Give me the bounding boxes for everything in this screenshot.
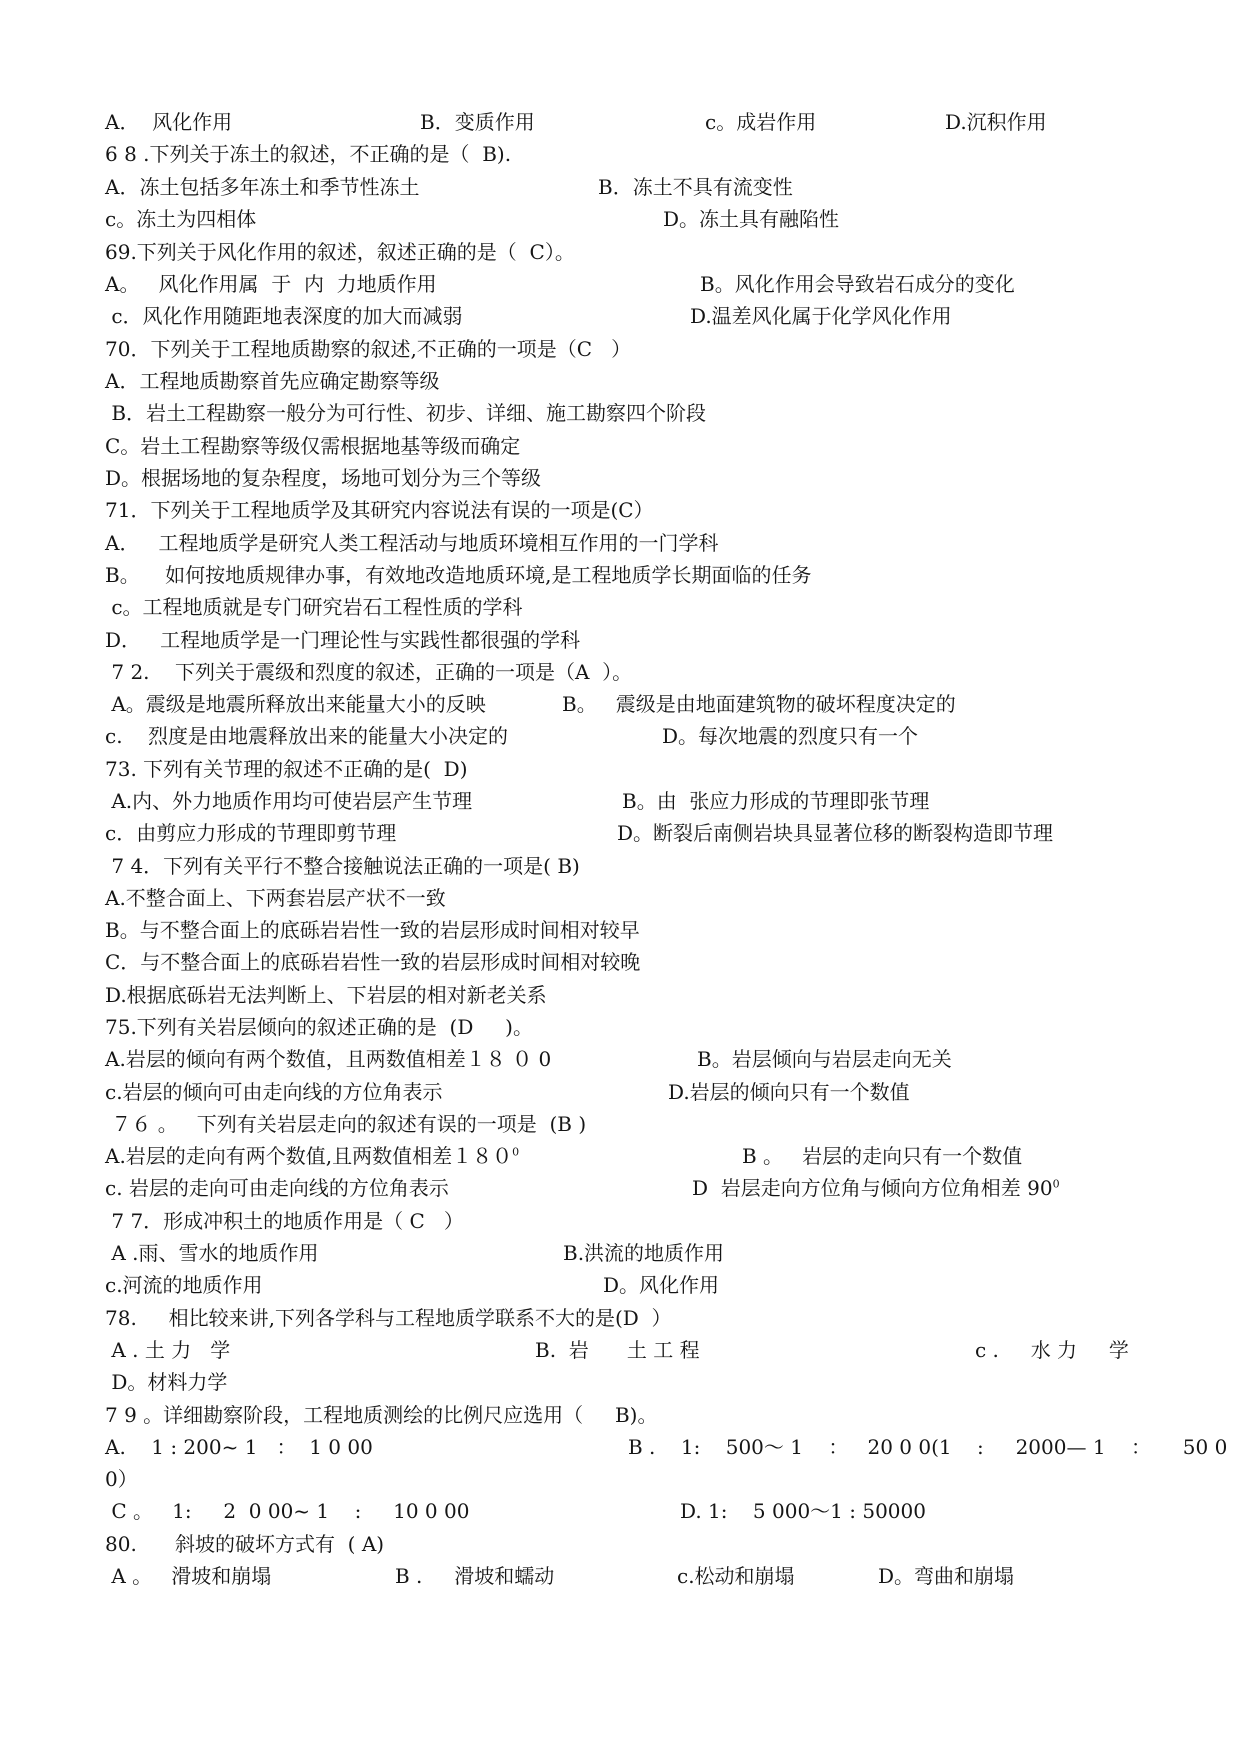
option-b: B . 1: 500～ 1 ： 20 0 0(1 : 2000— 1 ： 50 0 [628, 1435, 1228, 1459]
option-d: D。冻土具有融陷性 [663, 207, 840, 231]
option-c: c.河流的地质作用 [105, 1273, 263, 1297]
option-d: D. 1: 5 000～1 : 50000 [680, 1499, 926, 1523]
option-c: C．与不整合面上的底砾岩岩性一致的岩层形成时间相对较晚 [105, 950, 641, 974]
option-c: c.岩层的倾向可由走向线的方位角表示 [105, 1080, 443, 1104]
question-75: 75.下列有关岩层倾向的叙述正确的是 (D )。 [105, 1015, 533, 1039]
option-b: B．冻土不具有流变性 [598, 175, 793, 199]
option-d: D.岩层的倾向只有一个数值 [668, 1080, 910, 1104]
option-c: C 。 1: 2 0 00~ 1 : 10 0 00 [105, 1499, 470, 1523]
option-c: c。成岩作用 [705, 110, 817, 134]
option-c: c. 岩层的走向可由走向线的方位角表示 [105, 1176, 449, 1200]
question-80: 80. 斜坡的破坏方式有 ( A) [105, 1532, 385, 1556]
option-b: B.洪流的地质作用 [563, 1241, 725, 1265]
option-a: A．工程地质勘察首先应确定勘察等级 [105, 369, 440, 393]
option-d: D。每次地震的烈度只有一个 [662, 724, 919, 748]
option-a: A .雨、雪水的地质作用 [105, 1241, 319, 1265]
option-a: A．冻土包括多年冻土和季节性冻土 [105, 175, 420, 199]
question-73: 73. 下列有关节理的叙述不正确的是( D) [105, 757, 468, 781]
option-d: D。弯曲和崩塌 [878, 1564, 1015, 1588]
option-a: A 。 滑坡和崩塌 [105, 1564, 272, 1588]
option-d [692, 1176, 1060, 1200]
option-b: B。 如何按地质规律办事，有效地改造地质环境,是工程地质学长期面临的任务 [105, 563, 812, 587]
option-b: B。与不整合面上的底砾岩岩性一致的岩层形成时间相对较早 [105, 918, 640, 942]
question-68: 6 8 .下列关于冻土的叙述，不正确的是（ B). [105, 142, 512, 166]
degree-superscript: 0 [1052, 1177, 1060, 1191]
question-78: 78. 相比较来讲,下列各学科与工程地质学联系不大的是(D ） [105, 1306, 672, 1330]
option-c: c. 烈度是由地震释放出来的能量大小决定的 [105, 724, 508, 748]
option-a: A. 1 : 200~ 1 ： 1 0 00 [105, 1435, 373, 1459]
option-a [105, 1144, 519, 1168]
option-c: c．风化作用随距地表深度的加大而减弱 [105, 304, 463, 328]
option-b: B。岩层倾向与岩层走向无关 [697, 1047, 952, 1071]
option-b: B。风化作用会导致岩石成分的变化 [700, 272, 1015, 296]
option-d: D。风化作用 [603, 1273, 720, 1297]
option-d-text: D 岩层走向方位角与倾向方位角相差 90 [692, 1176, 1053, 1200]
option-a: A． 风化作用 [105, 110, 233, 134]
option-a: A。 风化作用属 于 内 力地质作用 [105, 272, 437, 296]
option-a: A． 工程地质学是研究人类工程活动与地质环境相互作用的一门学科 [105, 531, 719, 555]
question-70: 70．下列关于工程地质勘察的叙述,不正确的一项是（C ） [105, 337, 632, 361]
option-b: B．岩土工程勘察一般分为可行性、初步、详细、施工勘察四个阶段 [105, 401, 707, 425]
option-a: A。震级是地震所释放出来能量大小的反映 [105, 692, 486, 716]
option-d: D。断裂后南侧岩块具显著位移的断裂构造即节理 [617, 821, 1054, 845]
question-79: 7 9 。详细勘察阶段，工程地质测绘的比例尺应选用（ B)。 [105, 1403, 658, 1427]
option-d: D． 工程地质学是一门理论性与实践性都很强的学科 [105, 628, 581, 652]
option-b: B．变质作用 [420, 110, 535, 134]
option-a-text: A.岩层的走向有两个数值,且两数值相差１８０ [105, 1144, 513, 1168]
question-74: 7 4．下列有关平行不整合接触说法正确的一项是( B) [105, 854, 580, 878]
option-c: c。工程地质就是专门研究岩石工程性质的学科 [105, 595, 523, 619]
option-d: D.温差风化属于化学风化作用 [690, 304, 952, 328]
option-b: B . 滑坡和蠕动 [395, 1564, 555, 1588]
question-76: ７６ 。 下列有关岩层走向的叙述有误的一项是 (B ) [105, 1112, 587, 1136]
option-b-continued: 0） [105, 1467, 138, 1491]
option-a: A.岩层的倾向有两个数值，且两数值相差１８ ０ 0 [105, 1047, 552, 1071]
option-a: A.内、外力地质作用均可使岩层产生节理 [105, 789, 473, 813]
option-c: c。冻土为四相体 [105, 207, 257, 231]
option-b: B 。 岩层的走向只有一个数值 [742, 1144, 1023, 1168]
option-b: B。 震级是由地面建筑物的破坏程度决定的 [562, 692, 956, 716]
option-c: c . 水 力 学 [975, 1338, 1129, 1362]
question-77: 7 7．形成冲积土的地质作用是（ C ） [105, 1209, 464, 1233]
option-c: c．由剪应力形成的节理即剪节理 [105, 821, 397, 845]
option-b: B. 岩 土 工 程 [535, 1338, 700, 1362]
option-b: B。由 张应力形成的节理即张节理 [622, 789, 930, 813]
option-c: c.松动和崩塌 [677, 1564, 795, 1588]
question-71: 71．下列关于工程地质学及其研究内容说法有误的一项是(C） [105, 498, 654, 522]
option-d: D。材料力学 [105, 1370, 228, 1394]
degree-superscript: 0 [512, 1145, 520, 1159]
option-a: A.不整合面上、下两套岩层产状不一致 [105, 886, 446, 910]
option-d: D。根据场地的复杂程度，场地可划分为三个等级 [105, 466, 542, 490]
option-c: C。岩土工程勘察等级仅需根据地基等级而确定 [105, 434, 521, 458]
option-d: D.根据底砾岩无法判断上、下岩层的相对新老关系 [105, 983, 547, 1007]
question-72: 7 2. 下列关于震级和烈度的叙述，正确的一项是（A ）。 [105, 660, 633, 684]
option-d: D.沉积作用 [945, 110, 1047, 134]
option-a: A . 土 力 学 [105, 1338, 231, 1362]
question-69: 69.下列关于风化作用的叙述，叙述正确的是（ C）。 [105, 240, 575, 264]
